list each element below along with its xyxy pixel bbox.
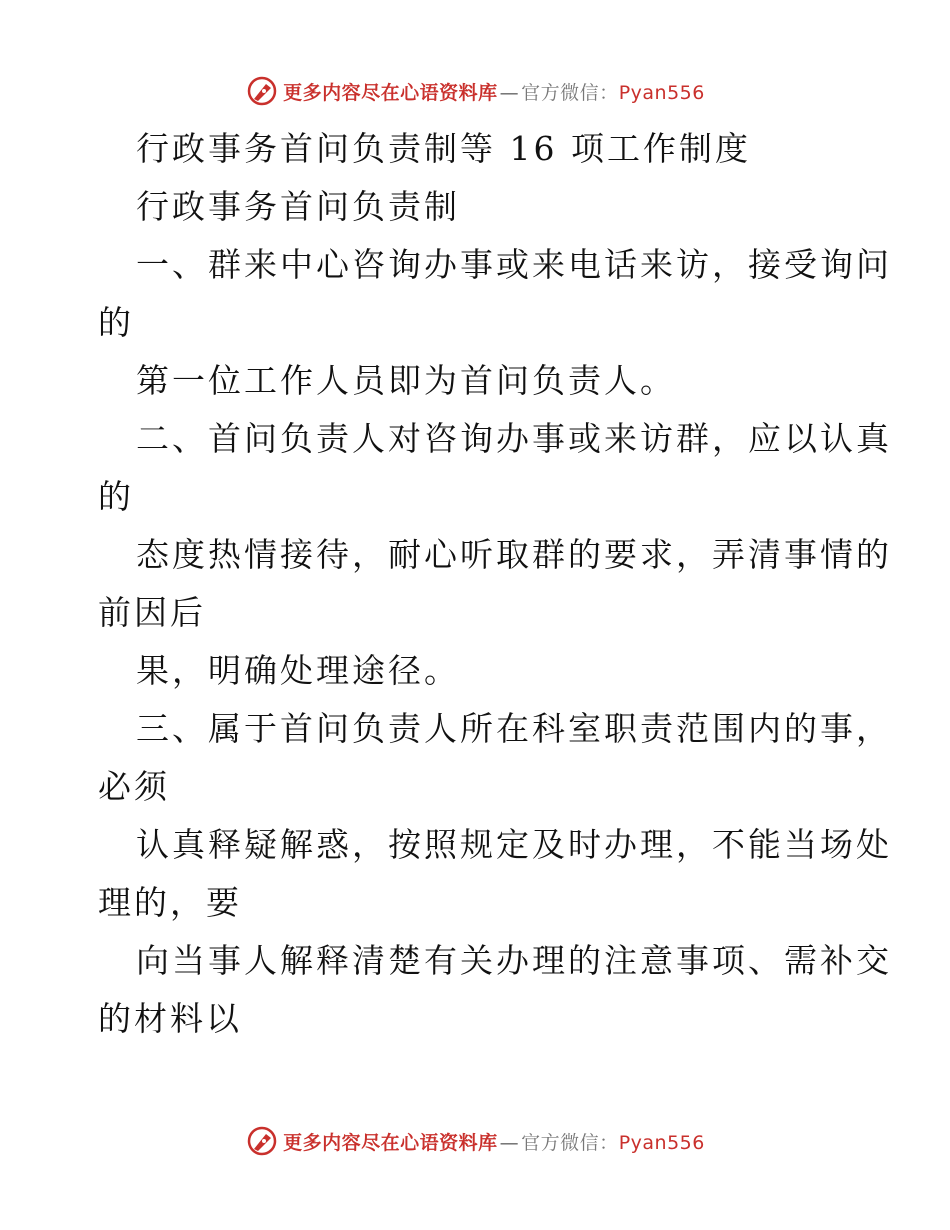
paragraph-line: 的 xyxy=(98,477,134,516)
paragraph-line: 必须 xyxy=(98,767,170,806)
watermark-wechat-id: Pyan556 xyxy=(618,1131,705,1154)
footer-watermark xyxy=(0,1121,950,1161)
document-title: 行政事务首问负责制等 16 项工作制度 xyxy=(136,129,751,168)
pen-nib-circle-icon xyxy=(245,74,279,108)
paragraph-line: 二、首问负责人对咨询办事或来访群，应以认真 xyxy=(136,419,892,458)
paragraph-line: 一、群来中心咨询办事或来电话来访，接受询问 xyxy=(136,245,892,284)
watermark-brand: 更多内容尽在心语资料库 xyxy=(283,1131,498,1154)
paragraph-line: 态度热情接待，耐心听取群的要求，弄清事情的 xyxy=(136,535,892,574)
paragraph-line: 向当事人解释清楚有关办理的注意事项、需补交 xyxy=(136,941,892,980)
paragraph-line: 第一位工作人员即为首问负责人。 xyxy=(136,361,676,400)
header-watermark xyxy=(0,71,950,111)
paragraph-line: 三、属于首问负责人所在科室职责范围内的事， xyxy=(136,709,892,748)
watermark-separator: — xyxy=(499,81,520,104)
pen-nib-circle-icon xyxy=(245,1124,279,1158)
watermark-brand: 更多内容尽在心语资料库 xyxy=(283,81,498,104)
paragraph-line: 的材料以 xyxy=(98,999,242,1038)
paragraph-line: 前因后 xyxy=(98,593,206,632)
paragraph-line: 的 xyxy=(98,303,134,342)
watermark-wechat-label: 官方微信： xyxy=(521,81,619,104)
watermark-separator: — xyxy=(499,1131,520,1154)
watermark-text xyxy=(283,1128,705,1155)
paragraph-line: 理的，要 xyxy=(98,883,242,922)
paragraph-line: 果，明确处理途径。 xyxy=(136,651,460,690)
document-body xyxy=(98,120,892,1048)
section-heading: 行政事务首问负责制 xyxy=(136,187,460,226)
watermark-wechat-id: Pyan556 xyxy=(618,81,705,104)
watermark-text xyxy=(283,78,705,105)
watermark-wechat-label: 官方微信： xyxy=(521,1131,619,1154)
paragraph-line: 认真释疑解惑，按照规定及时办理，不能当场处 xyxy=(136,825,892,864)
